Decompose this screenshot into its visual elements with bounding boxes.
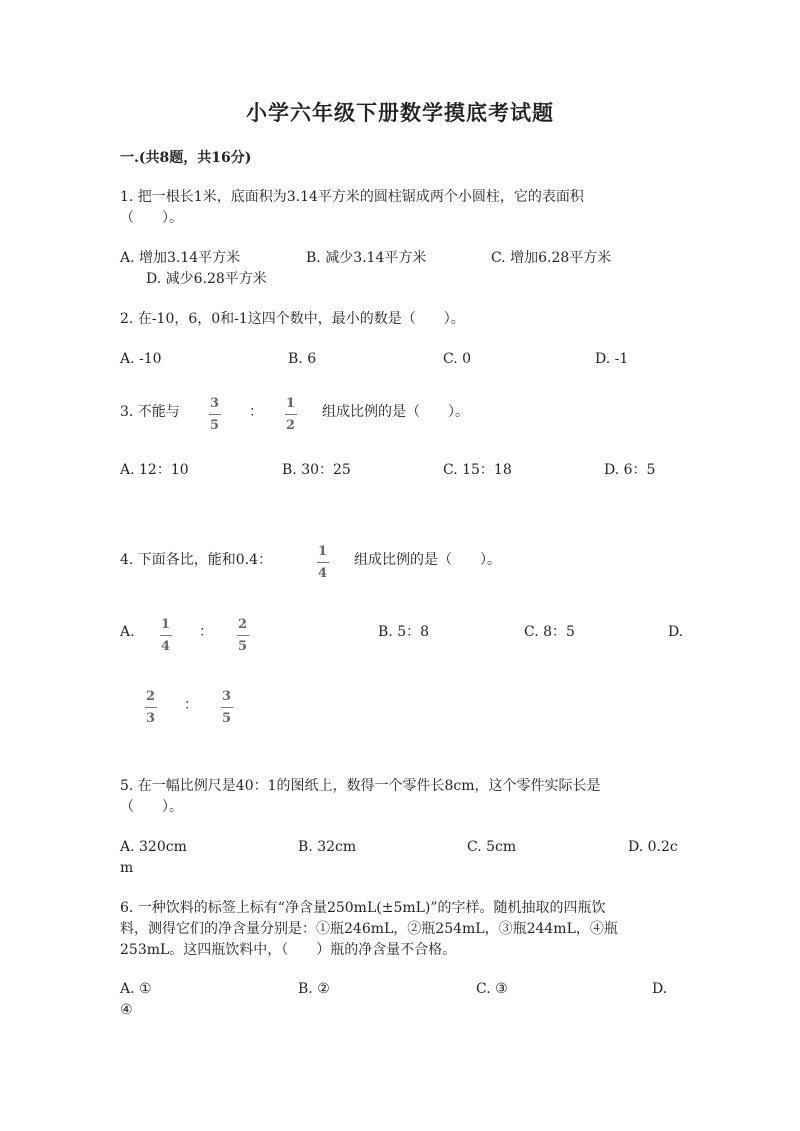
question-1-option-a: A. 增加3.14平方米 xyxy=(120,250,241,266)
fraction-denominator: 4 xyxy=(161,639,171,654)
question-2-option-a: A. -10 xyxy=(120,351,162,367)
question-3-prefix: 3. 不能与 xyxy=(120,404,180,420)
question-4-option-d-fraction-1 xyxy=(144,690,157,725)
question-6-option-b: B. ② xyxy=(298,981,330,997)
fraction-bar xyxy=(221,707,233,708)
question-2-option-d: D. -1 xyxy=(595,351,629,367)
question-6-option-c: C. ③ xyxy=(476,981,508,997)
fraction-bar xyxy=(237,635,249,636)
fraction-denominator: 2 xyxy=(286,418,296,433)
question-6-option-a: A. ① xyxy=(120,981,152,997)
fraction-numerator: 1 xyxy=(161,617,171,632)
question-6-option-d-value: ④ xyxy=(120,1002,133,1018)
question-3-suffix: 组成比例的是（ ）。 xyxy=(322,404,469,420)
question-4-option-a-colon: ： xyxy=(199,624,213,640)
fraction-denominator: 5 xyxy=(238,639,248,654)
fraction-bar xyxy=(209,414,221,415)
fraction-denominator: 5 xyxy=(210,418,220,433)
question-5-option-a: A. 320cm xyxy=(120,839,187,855)
question-1-option-b: B. 减少3.14平方米 xyxy=(306,250,427,266)
question-5-text-line2: （ ）。 xyxy=(120,799,183,815)
fraction-bar xyxy=(317,562,329,563)
question-1-option-d: D. 减少6.28平方米 xyxy=(146,271,267,287)
fraction-numerator: 2 xyxy=(238,617,248,632)
fraction-denominator: 3 xyxy=(146,711,156,726)
fraction-numerator: 3 xyxy=(210,396,220,411)
question-6-option-d-label: D. xyxy=(652,981,668,997)
fraction-denominator: 4 xyxy=(318,566,328,581)
question-4-option-b: B. 5：8 xyxy=(378,624,430,640)
question-3-fraction-1 xyxy=(208,397,221,432)
fraction-numerator: 1 xyxy=(286,396,296,411)
fraction-bar xyxy=(285,414,297,415)
question-3-option-a: A. 12：10 xyxy=(120,462,189,478)
question-3-option-c: C. 15：18 xyxy=(443,462,512,478)
question-1-option-c: C. 增加6.28平方米 xyxy=(491,250,612,266)
question-4-option-d-fraction-2 xyxy=(220,690,233,725)
question-5-option-c: C. 5cm xyxy=(467,839,517,855)
question-4-suffix: 组成比例的是（ ）。 xyxy=(354,552,501,568)
fraction-denominator: 5 xyxy=(222,711,232,726)
question-3-fraction-2 xyxy=(284,397,297,432)
question-4-fraction xyxy=(316,545,329,580)
question-4-option-d-label: D. xyxy=(668,624,684,640)
question-4-option-a-label: A. xyxy=(120,624,135,640)
question-4-option-d-colon: ： xyxy=(184,697,198,713)
question-2-text: 2. 在-10，6，0和-1这四个数中，最小的数是（ ）。 xyxy=(120,311,465,327)
question-4-option-a-fraction-2 xyxy=(236,618,249,653)
question-6-text-line2: 料，测得它们的净含量分别是：①瓶246mL，②瓶254mL，③瓶244mL，④瓶 xyxy=(120,921,618,937)
fraction-numerator: 2 xyxy=(146,689,156,704)
fraction-numerator: 3 xyxy=(222,689,232,704)
question-1-text-line1: 1. 把一根长1米，底面积为3.14平方米的圆柱锯成两个小圆柱，它的表面积 xyxy=(120,189,584,205)
question-6-text-line1: 6. 一种饮料的标签上标有“净含量250mL(±5mL)”的字样。随机抽取的四瓶饮 xyxy=(120,900,606,916)
question-5-option-b: B. 32cm xyxy=(298,839,357,855)
question-3-option-b: B. 30：25 xyxy=(282,462,351,478)
section-header: 一.(共8题，共16分) xyxy=(120,150,252,166)
fraction-bar xyxy=(145,707,157,708)
fraction-numerator: 1 xyxy=(318,544,328,559)
question-2-option-c: C. 0 xyxy=(443,351,472,367)
question-3-colon: ： xyxy=(249,404,263,420)
question-6-text-line3: 253mL。这四瓶饮料中，（ ）瓶的净含量不合格。 xyxy=(120,942,457,958)
question-1-text-line2: （ ）。 xyxy=(120,210,183,226)
question-4-prefix: 4. 下面各比，能和0.4： xyxy=(120,552,273,568)
question-2-option-b: B. 6 xyxy=(288,351,317,367)
question-3-option-d: D. 6：5 xyxy=(604,462,656,478)
question-4-option-a-fraction-1 xyxy=(159,618,172,653)
question-4-option-c: C. 8：5 xyxy=(524,624,575,640)
fraction-bar xyxy=(160,635,172,636)
question-5-option-d-wrap: m xyxy=(120,860,134,876)
question-5-text-line1: 5. 在一幅比例尺是40：1的图纸上，数得一个零件长8cm，这个零件实际长是 xyxy=(120,778,601,794)
page-title: 小学六年级下册数学摸底考试题 xyxy=(246,100,554,125)
question-5-option-d: D. 0.2c xyxy=(628,839,678,855)
